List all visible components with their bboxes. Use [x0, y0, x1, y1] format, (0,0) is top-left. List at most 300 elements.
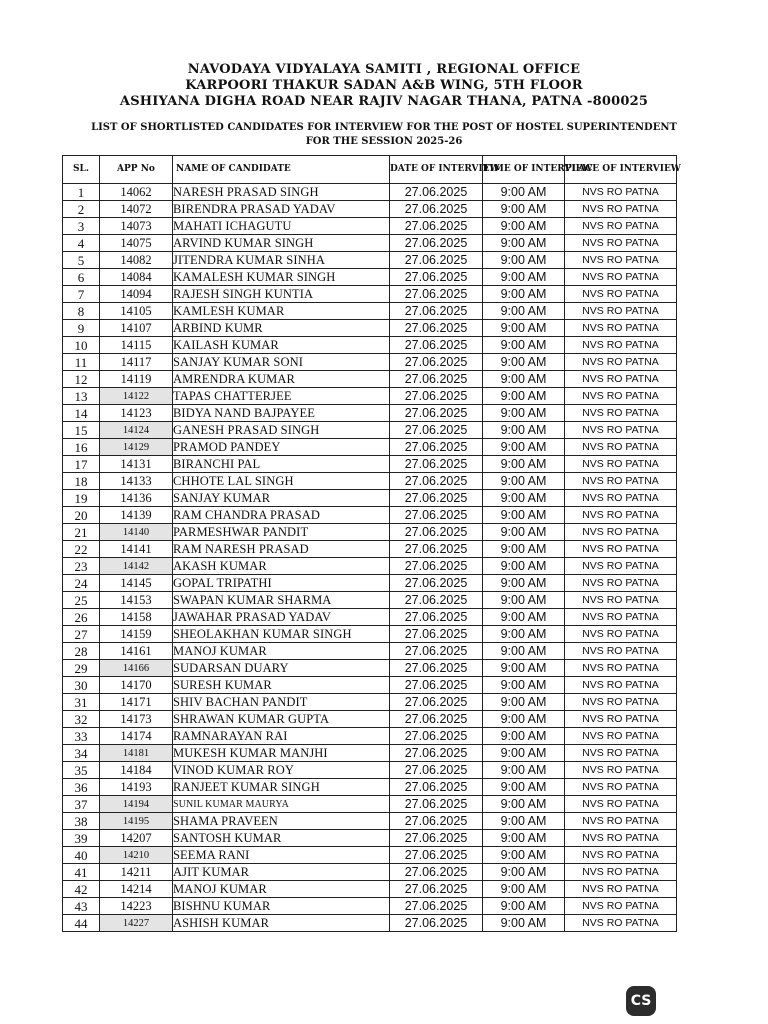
cell-date: 27.06.2025 — [390, 422, 483, 439]
cell-name: RAJESH SINGH KUNTIA — [173, 286, 390, 303]
cell-sl: 38 — [63, 813, 100, 830]
table-row — [63, 592, 677, 609]
cell-place: NVS RO PATNA — [565, 813, 677, 830]
cell-place: NVS RO PATNA — [565, 337, 677, 354]
cell-app-no: 14133 — [100, 473, 173, 490]
cell-name: RAMNARAYAN RAI — [173, 728, 390, 745]
header-name: NAME OF CANDIDATE — [173, 156, 390, 184]
cell-app-no: 14072 — [100, 201, 173, 218]
table-row — [63, 201, 677, 218]
cell-sl: 19 — [63, 490, 100, 507]
cell-date: 27.06.2025 — [390, 235, 483, 252]
cell-time: 9:00 AM — [483, 473, 565, 490]
cell-app-no: 14207 — [100, 830, 173, 847]
cell-app-no: 14119 — [100, 371, 173, 388]
cell-sl: 35 — [63, 762, 100, 779]
cell-app-no: 14184 — [100, 762, 173, 779]
table-row — [63, 558, 677, 575]
cell-date: 27.06.2025 — [390, 711, 483, 728]
cell-time: 9:00 AM — [483, 728, 565, 745]
table-row — [63, 830, 677, 847]
cell-time: 9:00 AM — [483, 541, 565, 558]
cell-date: 27.06.2025 — [390, 184, 483, 201]
table-row — [63, 609, 677, 626]
table-row — [63, 711, 677, 728]
cell-time: 9:00 AM — [483, 235, 565, 252]
table-row — [63, 745, 677, 762]
cell-name: KAMLESH KUMAR — [173, 303, 390, 320]
cell-app-no: 14142 — [100, 558, 173, 575]
cell-date: 27.06.2025 — [390, 728, 483, 745]
cell-date: 27.06.2025 — [390, 337, 483, 354]
cell-time: 9:00 AM — [483, 745, 565, 762]
cell-place: NVS RO PATNA — [565, 864, 677, 881]
cell-name: CHHOTE LAL SINGH — [173, 473, 390, 490]
cell-app-no: 14084 — [100, 269, 173, 286]
table-row — [63, 354, 677, 371]
table-row — [63, 184, 677, 201]
cell-name: GANESH PRASAD SINGH — [173, 422, 390, 439]
cell-app-no: 14107 — [100, 320, 173, 337]
cell-date: 27.06.2025 — [390, 847, 483, 864]
cell-time: 9:00 AM — [483, 813, 565, 830]
cell-time: 9:00 AM — [483, 320, 565, 337]
table-row — [63, 813, 677, 830]
cell-place: NVS RO PATNA — [565, 575, 677, 592]
cell-app-no: 14129 — [100, 439, 173, 456]
cell-sl: 12 — [63, 371, 100, 388]
cell-app-no: 14153 — [100, 592, 173, 609]
cell-time: 9:00 AM — [483, 711, 565, 728]
cell-sl: 20 — [63, 507, 100, 524]
cell-name: AKASH KUMAR — [173, 558, 390, 575]
table-row — [63, 677, 677, 694]
cell-place: NVS RO PATNA — [565, 490, 677, 507]
cell-app-no: 14171 — [100, 694, 173, 711]
cell-sl: 26 — [63, 609, 100, 626]
cell-place: NVS RO PATNA — [565, 881, 677, 898]
cell-place: NVS RO PATNA — [565, 456, 677, 473]
table-row — [63, 269, 677, 286]
cell-name: SWAPAN KUMAR SHARMA — [173, 592, 390, 609]
cell-date: 27.06.2025 — [390, 201, 483, 218]
cell-sl: 15 — [63, 422, 100, 439]
cell-date: 27.06.2025 — [390, 677, 483, 694]
cell-place: NVS RO PATNA — [565, 354, 677, 371]
cell-place: NVS RO PATNA — [565, 201, 677, 218]
cell-time: 9:00 AM — [483, 286, 565, 303]
cell-place: NVS RO PATNA — [565, 218, 677, 235]
table-row — [63, 405, 677, 422]
cell-place: NVS RO PATNA — [565, 711, 677, 728]
cell-date: 27.06.2025 — [390, 864, 483, 881]
cell-name: VINOD KUMAR ROY — [173, 762, 390, 779]
table-row — [63, 456, 677, 473]
cell-place: NVS RO PATNA — [565, 235, 677, 252]
cell-app-no: 14094 — [100, 286, 173, 303]
cell-place: NVS RO PATNA — [565, 320, 677, 337]
cell-sl: 13 — [63, 388, 100, 405]
cell-sl: 36 — [63, 779, 100, 796]
cell-place: NVS RO PATNA — [565, 439, 677, 456]
table-row — [63, 286, 677, 303]
cell-place: NVS RO PATNA — [565, 558, 677, 575]
cell-app-no: 14123 — [100, 405, 173, 422]
table-body — [63, 184, 677, 932]
table-row — [63, 507, 677, 524]
org-title: NAVODAYA VIDYALAYA SAMITI , REGIONAL OFFICE — [187, 62, 581, 77]
cell-app-no: 14227 — [100, 915, 173, 932]
cell-name: SUDARSAN DUARY — [173, 660, 390, 677]
cell-time: 9:00 AM — [483, 524, 565, 541]
cell-app-no: 14115 — [100, 337, 173, 354]
cell-name: RANJEET KUMAR SINGH — [173, 779, 390, 796]
cell-time: 9:00 AM — [483, 354, 565, 371]
cell-app-no: 14139 — [100, 507, 173, 524]
cell-date: 27.06.2025 — [390, 643, 483, 660]
cell-name: BIRENDRA PRASAD YADAV — [173, 201, 390, 218]
cell-name: SHEOLAKHAN KUMAR SINGH — [173, 626, 390, 643]
cell-date: 27.06.2025 — [390, 745, 483, 762]
cell-place: NVS RO PATNA — [565, 762, 677, 779]
cell-app-no: 14131 — [100, 456, 173, 473]
cell-sl: 24 — [63, 575, 100, 592]
cell-place: NVS RO PATNA — [565, 796, 677, 813]
cell-app-no: 14122 — [100, 388, 173, 405]
cell-date: 27.06.2025 — [390, 762, 483, 779]
cell-name: TAPAS CHATTERJEE — [173, 388, 390, 405]
cell-name: SUNIL KUMAR MAURYA — [173, 796, 390, 813]
cell-sl: 40 — [63, 847, 100, 864]
cell-place: NVS RO PATNA — [565, 609, 677, 626]
cell-time: 9:00 AM — [483, 864, 565, 881]
cell-sl: 31 — [63, 694, 100, 711]
cell-time: 9:00 AM — [483, 184, 565, 201]
cell-sl: 7 — [63, 286, 100, 303]
cell-place: NVS RO PATNA — [565, 694, 677, 711]
header-sl: SL. — [63, 156, 100, 184]
cell-date: 27.06.2025 — [390, 371, 483, 388]
cell-place: NVS RO PATNA — [565, 473, 677, 490]
cell-app-no: 14174 — [100, 728, 173, 745]
cell-date: 27.06.2025 — [390, 456, 483, 473]
cell-sl: 6 — [63, 269, 100, 286]
cell-app-no: 14117 — [100, 354, 173, 371]
header-time: TIME OF INTERVIEW — [483, 156, 565, 184]
cell-date: 27.06.2025 — [390, 796, 483, 813]
cell-place: NVS RO PATNA — [565, 286, 677, 303]
cell-sl: 22 — [63, 541, 100, 558]
header-place: PLACE OF INTERVIEW — [565, 156, 677, 184]
cell-name: MANOJ KUMAR — [173, 643, 390, 660]
cell-date: 27.06.2025 — [390, 575, 483, 592]
cell-name: JITENDRA KUMAR SINHA — [173, 252, 390, 269]
cell-name: MAHATI ICHAGUTU — [173, 218, 390, 235]
cell-sl: 41 — [63, 864, 100, 881]
cell-place: NVS RO PATNA — [565, 507, 677, 524]
table-row — [63, 779, 677, 796]
cell-place: NVS RO PATNA — [565, 303, 677, 320]
cell-place: NVS RO PATNA — [565, 252, 677, 269]
table-row — [63, 541, 677, 558]
cell-sl: 8 — [63, 303, 100, 320]
cell-place: NVS RO PATNA — [565, 524, 677, 541]
cell-sl: 5 — [63, 252, 100, 269]
cell-time: 9:00 AM — [483, 337, 565, 354]
table-row — [63, 388, 677, 405]
cell-app-no: 14159 — [100, 626, 173, 643]
cell-app-no: 14214 — [100, 881, 173, 898]
table-row — [63, 320, 677, 337]
cell-date: 27.06.2025 — [390, 405, 483, 422]
list-title: LIST OF SHORTLISTED CANDIDATES FOR INTERVIEW FOR THE POST OF HOSTEL SUPERINTENDENT — [91, 122, 677, 133]
cell-name: NARESH PRASAD SINGH — [173, 184, 390, 201]
cell-name: ARVIND KUMAR SINGH — [173, 235, 390, 252]
cell-time: 9:00 AM — [483, 269, 565, 286]
cell-date: 27.06.2025 — [390, 354, 483, 371]
cell-name: MANOJ KUMAR — [173, 881, 390, 898]
cell-place: NVS RO PATNA — [565, 728, 677, 745]
cell-time: 9:00 AM — [483, 575, 565, 592]
cell-name: SANTOSH KUMAR — [173, 830, 390, 847]
table-row — [63, 643, 677, 660]
cell-sl: 30 — [63, 677, 100, 694]
table-row — [63, 796, 677, 813]
cell-app-no: 14211 — [100, 864, 173, 881]
cell-name: MUKESH KUMAR MANJHI — [173, 745, 390, 762]
cell-place: NVS RO PATNA — [565, 745, 677, 762]
cell-date: 27.06.2025 — [390, 694, 483, 711]
cell-sl: 18 — [63, 473, 100, 490]
cell-app-no: 14141 — [100, 541, 173, 558]
address-line-2: ASHIYANA DIGHA ROAD NEAR RAJIV NAGAR THANA, PATNA -800025 — [119, 94, 649, 109]
table-row — [63, 847, 677, 864]
cell-time: 9:00 AM — [483, 626, 565, 643]
cell-app-no: 14173 — [100, 711, 173, 728]
cell-time: 9:00 AM — [483, 762, 565, 779]
cell-name: KAMALESH KUMAR SINGH — [173, 269, 390, 286]
cell-time: 9:00 AM — [483, 507, 565, 524]
cell-place: NVS RO PATNA — [565, 541, 677, 558]
table-row — [63, 252, 677, 269]
cell-time: 9:00 AM — [483, 371, 565, 388]
table-row — [63, 728, 677, 745]
cell-app-no: 14145 — [100, 575, 173, 592]
cell-time: 9:00 AM — [483, 660, 565, 677]
cell-sl: 4 — [63, 235, 100, 252]
header-app-no: APP No — [100, 156, 173, 184]
cell-sl: 16 — [63, 439, 100, 456]
cell-name: SANJAY KUMAR SONI — [173, 354, 390, 371]
cell-sl: 37 — [63, 796, 100, 813]
cell-sl: 2 — [63, 201, 100, 218]
cell-time: 9:00 AM — [483, 558, 565, 575]
cell-date: 27.06.2025 — [390, 830, 483, 847]
cell-app-no: 14140 — [100, 524, 173, 541]
cell-app-no: 14194 — [100, 796, 173, 813]
cell-sl: 29 — [63, 660, 100, 677]
cell-name: AMRENDRA KUMAR — [173, 371, 390, 388]
table-row — [63, 762, 677, 779]
cell-sl: 23 — [63, 558, 100, 575]
cell-app-no: 14161 — [100, 643, 173, 660]
cell-date: 27.06.2025 — [390, 507, 483, 524]
cell-sl: 14 — [63, 405, 100, 422]
cell-name: ASHISH KUMAR — [173, 915, 390, 932]
cell-app-no: 14166 — [100, 660, 173, 677]
cell-place: NVS RO PATNA — [565, 422, 677, 439]
cell-sl: 1 — [63, 184, 100, 201]
session-title: FOR THE SESSION 2025-26 — [305, 136, 463, 147]
cell-place: NVS RO PATNA — [565, 677, 677, 694]
table-row — [63, 915, 677, 932]
cell-place: NVS RO PATNA — [565, 388, 677, 405]
cell-time: 9:00 AM — [483, 796, 565, 813]
table-row — [63, 626, 677, 643]
cell-name: ARBIND KUMR — [173, 320, 390, 337]
cell-app-no: 14181 — [100, 745, 173, 762]
cell-name: SURESH KUMAR — [173, 677, 390, 694]
candidates-table — [62, 155, 681, 932]
cell-date: 27.06.2025 — [390, 252, 483, 269]
cell-date: 27.06.2025 — [390, 473, 483, 490]
cell-time: 9:00 AM — [483, 881, 565, 898]
cell-sl: 44 — [63, 915, 100, 932]
cell-time: 9:00 AM — [483, 694, 565, 711]
table-row — [63, 490, 677, 507]
cell-name: AJIT KUMAR — [173, 864, 390, 881]
cell-date: 27.06.2025 — [390, 881, 483, 898]
table-row — [63, 524, 677, 541]
cell-name: GOPAL TRIPATHI — [173, 575, 390, 592]
cell-date: 27.06.2025 — [390, 490, 483, 507]
cell-time: 9:00 AM — [483, 592, 565, 609]
cell-sl: 3 — [63, 218, 100, 235]
cell-place: NVS RO PATNA — [565, 269, 677, 286]
table-row — [63, 371, 677, 388]
table-row — [63, 235, 677, 252]
cell-date: 27.06.2025 — [390, 898, 483, 915]
cell-name: SHAMA PRAVEEN — [173, 813, 390, 830]
cell-name: PRAMOD PANDEY — [173, 439, 390, 456]
cell-app-no: 14193 — [100, 779, 173, 796]
cell-sl: 43 — [63, 898, 100, 915]
cell-sl: 42 — [63, 881, 100, 898]
cell-name: PARMESHWAR PANDIT — [173, 524, 390, 541]
cell-sl: 27 — [63, 626, 100, 643]
cell-date: 27.06.2025 — [390, 779, 483, 796]
table-row — [63, 660, 677, 677]
cell-time: 9:00 AM — [483, 779, 565, 796]
cell-name: KAILASH KUMAR — [173, 337, 390, 354]
cell-place: NVS RO PATNA — [565, 592, 677, 609]
cell-name: SHRAWAN KUMAR GUPTA — [173, 711, 390, 728]
cell-app-no: 14210 — [100, 847, 173, 864]
cell-time: 9:00 AM — [483, 405, 565, 422]
cell-place: NVS RO PATNA — [565, 779, 677, 796]
cell-time: 9:00 AM — [483, 915, 565, 932]
cell-name: SHIV BACHAN PANDIT — [173, 694, 390, 711]
cell-date: 27.06.2025 — [390, 269, 483, 286]
table-row — [63, 694, 677, 711]
cell-name: BISHNU KUMAR — [173, 898, 390, 915]
cell-date: 27.06.2025 — [390, 558, 483, 575]
cell-name: RAM NARESH PRASAD — [173, 541, 390, 558]
cell-place: NVS RO PATNA — [565, 371, 677, 388]
cell-sl: 32 — [63, 711, 100, 728]
cell-name: SEEMA RANI — [173, 847, 390, 864]
table-row — [63, 898, 677, 915]
cell-sl: 17 — [63, 456, 100, 473]
cell-date: 27.06.2025 — [390, 320, 483, 337]
cell-date: 27.06.2025 — [390, 218, 483, 235]
cell-date: 27.06.2025 — [390, 626, 483, 643]
cell-sl: 34 — [63, 745, 100, 762]
cell-name: SANJAY KUMAR — [173, 490, 390, 507]
cell-time: 9:00 AM — [483, 643, 565, 660]
cell-sl: 11 — [63, 354, 100, 371]
cell-time: 9:00 AM — [483, 439, 565, 456]
cell-time: 9:00 AM — [483, 456, 565, 473]
cell-app-no: 14105 — [100, 303, 173, 320]
cell-time: 9:00 AM — [483, 847, 565, 864]
cell-name: JAWAHAR PRASAD YADAV — [173, 609, 390, 626]
table-row — [63, 422, 677, 439]
cell-time: 9:00 AM — [483, 898, 565, 915]
cell-place: NVS RO PATNA — [565, 847, 677, 864]
cell-sl: 33 — [63, 728, 100, 745]
header-date: DATE OF INTERVIEW — [390, 156, 483, 184]
cell-app-no: 14124 — [100, 422, 173, 439]
cell-sl: 25 — [63, 592, 100, 609]
cell-time: 9:00 AM — [483, 677, 565, 694]
cell-time: 9:00 AM — [483, 609, 565, 626]
cell-place: NVS RO PATNA — [565, 626, 677, 643]
cell-name: RAM CHANDRA PRASAD — [173, 507, 390, 524]
table-row — [63, 439, 677, 456]
cell-place: NVS RO PATNA — [565, 915, 677, 932]
cell-date: 27.06.2025 — [390, 388, 483, 405]
cell-date: 27.06.2025 — [390, 609, 483, 626]
cell-time: 9:00 AM — [483, 422, 565, 439]
table-row — [63, 337, 677, 354]
cell-app-no: 14062 — [100, 184, 173, 201]
cell-time: 9:00 AM — [483, 252, 565, 269]
cell-app-no: 14082 — [100, 252, 173, 269]
address-line-1: KARPOORI THAKUR SADAN A&B WING, 5TH FLOOR — [185, 78, 583, 93]
cell-place: NVS RO PATNA — [565, 898, 677, 915]
cell-place: NVS RO PATNA — [565, 405, 677, 422]
cell-time: 9:00 AM — [483, 201, 565, 218]
cell-time: 9:00 AM — [483, 830, 565, 847]
cell-app-no: 14195 — [100, 813, 173, 830]
cell-time: 9:00 AM — [483, 303, 565, 320]
table-row — [63, 575, 677, 592]
cell-sl: 10 — [63, 337, 100, 354]
cell-time: 9:00 AM — [483, 388, 565, 405]
cell-time: 9:00 AM — [483, 218, 565, 235]
cell-date: 27.06.2025 — [390, 286, 483, 303]
cell-name: BIRANCHI PAL — [173, 456, 390, 473]
table-row — [63, 881, 677, 898]
cell-app-no: 14075 — [100, 235, 173, 252]
cell-date: 27.06.2025 — [390, 303, 483, 320]
cell-sl: 39 — [63, 830, 100, 847]
cell-name: BIDYA NAND BAJPAYEE — [173, 405, 390, 422]
cell-date: 27.06.2025 — [390, 592, 483, 609]
camscanner-logo-icon: CS — [626, 986, 656, 1016]
cell-time: 9:00 AM — [483, 490, 565, 507]
